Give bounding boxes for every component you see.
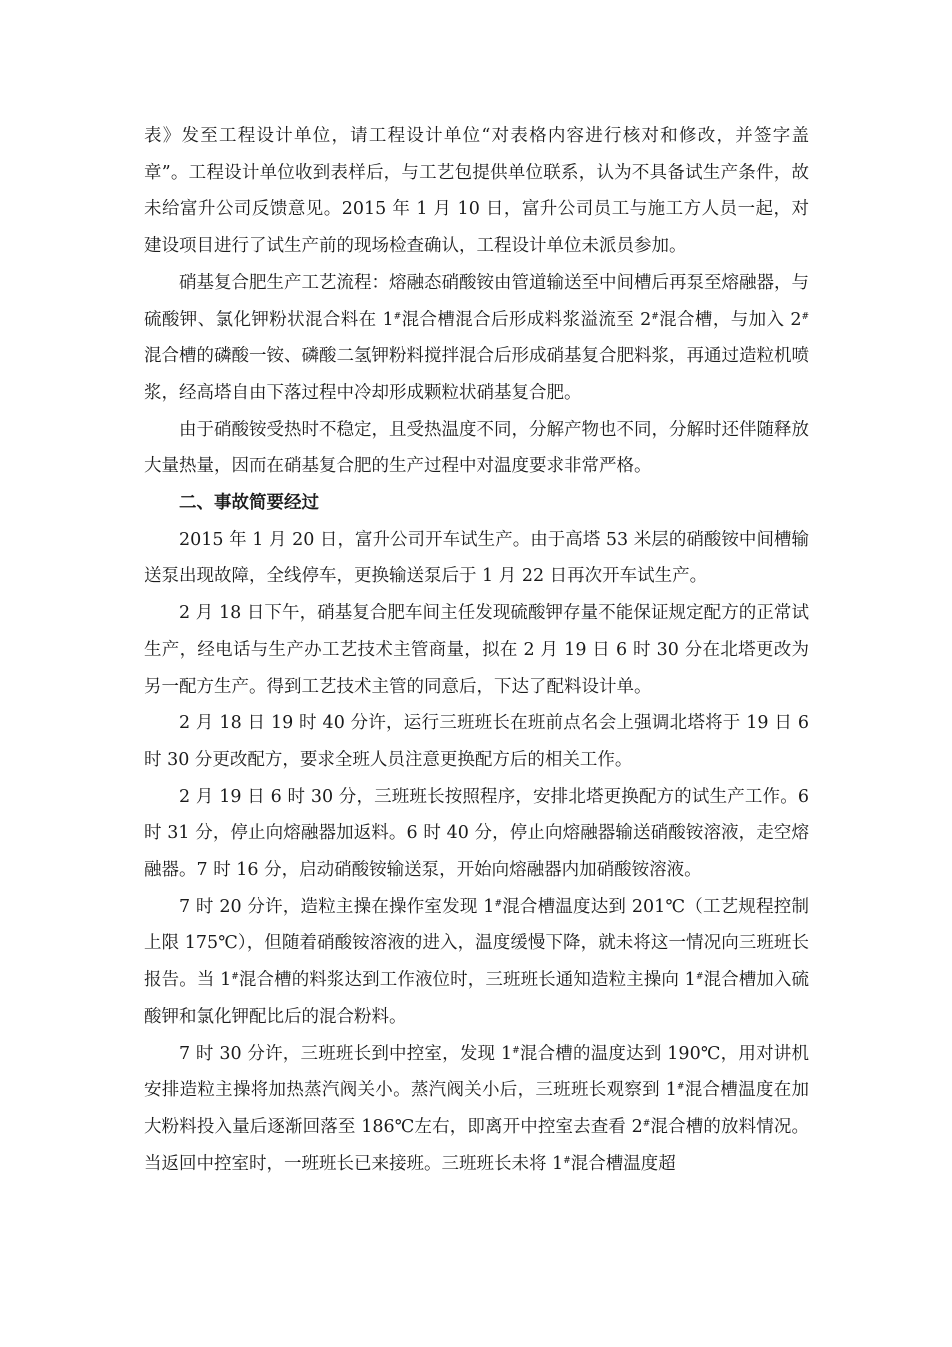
paragraph-shift-meeting: 2 月 18 日 19 时 40 分许，运行三班班长在班前点名会上强调北塔将于 19 日 6 时 30 分更改配方，要求全班人员注意更换配方后的相关工作。 [144,713,809,770]
tank-number-mark: # [801,311,810,322]
tank-number-mark: # [695,972,704,983]
tank-number-mark: # [512,1045,520,1056]
paragraph-temperature-note: 由于硝酸铵受热时不稳定，且受热温度不同，分解产物也不同，分解时还伴随释放大量热量，因而在硝基复合肥的生产过程中对温度要求非常严格。 [144,419,809,477]
tank-number-mark: # [563,1155,571,1166]
tank-number-mark: # [231,972,239,983]
tank-number-mark: # [651,311,659,322]
paragraph-process-flow: 硝基复合肥生产工艺流程：熔融态硝酸铵由管道输送至中间槽后再泵至熔融器，与硫酸钾、氯化钾粉状混合料在 1#混合槽混合后形成料浆溢流至 2#混合槽，与加入 2#混合槽的磷酸一铵、磷酸二氢钾粉料搅拌混合后形成硝基复合肥料浆，再通过造粒机喷浆，经高塔自由下落过程中冷却形成颗粒状硝基复合肥。 [144,272,810,403]
paragraph-control-room: 7 时 30 分许，三班班长到中控室，发现 1#混合槽的温度达到 190℃，用对讲机安排造粒主操将加热蒸汽阀关小。蒸汽阀关小后，三班班长观察到 1#混合槽温度在加大粉料投入量后逐渐回落至 186℃左右，即离开中控室去查看 2#混合槽的放料情况。当返回中控室时，一班班长已来接班。三班班长未将 1#混合槽温度超 [144,1043,810,1174]
tank-number-mark: # [676,1082,685,1093]
paragraph-tank1-temperature: 7 时 20 分许，造粒主操在操作室发现 1#混合槽温度达到 201℃（工艺规程控制上限 175℃），但随着硝酸铵溶液的进入，温度缓慢下降，就未将这一情况向三班班长报告。当 1#混合槽的料浆达到工作液位时，三班班长通知造粒主操向 1#混合槽加入硫酸钾和氯化钾配比后的混合粉料。 [144,896,810,1027]
paragraph-formula-procedure: 2 月 19 日 6 时 30 分，三班班长按照程序，安排北塔更换配方的试生产工作。6 时 31 分，停止向熔融器加返料。6 时 40 分，停止向熔融器输送硝酸铵溶液，走空熔融器。7 时 16 分，启动硝酸铵输送泵，开始向熔融器内加硝酸铵溶液。 [144,786,809,881]
tank-number-mark: # [494,898,502,909]
tank-number-mark: # [642,1118,651,1129]
section-heading-accident-summary: 二、事故简要经过 [179,493,319,514]
paragraph-formula-change: 2 月 18 日下午，硝基复合肥车间主任发现硫酸钾存量不能保证规定配方的正常试生产，经电话与生产办工艺技术主管商量，拟在 2 月 19 日 6 时 30 分在北塔更改为另一配方生产。得到工艺技术主管的同意后，下达了配料设计单。 [144,603,809,697]
tank-number-mark: # [393,311,402,322]
document-body [144,118,809,1182]
paragraph-design-unit: 表》发至工程设计单位，请工程设计单位“对表格内容进行核对和修改，并签字盖章”。工程设计单位收到表样后，与工艺包提供单位联系，认为不具备试生产条件，故未给富升公司反馈意见。2015 年 1 月 10 日，富升公司员工与施工方人员一起，对建设项目进行了试生产前的现场检查确认，工程设计单位未派员参加。 [144,126,809,257]
paragraph-trial-start: 2015 年 1 月 20 日，富升公司开车试生产。由于高塔 53 米层的硝酸铵中间槽输送泵出现故障，全线停车，更换输送泵后于 1 月 22 日再次开车试生产。 [144,529,809,587]
